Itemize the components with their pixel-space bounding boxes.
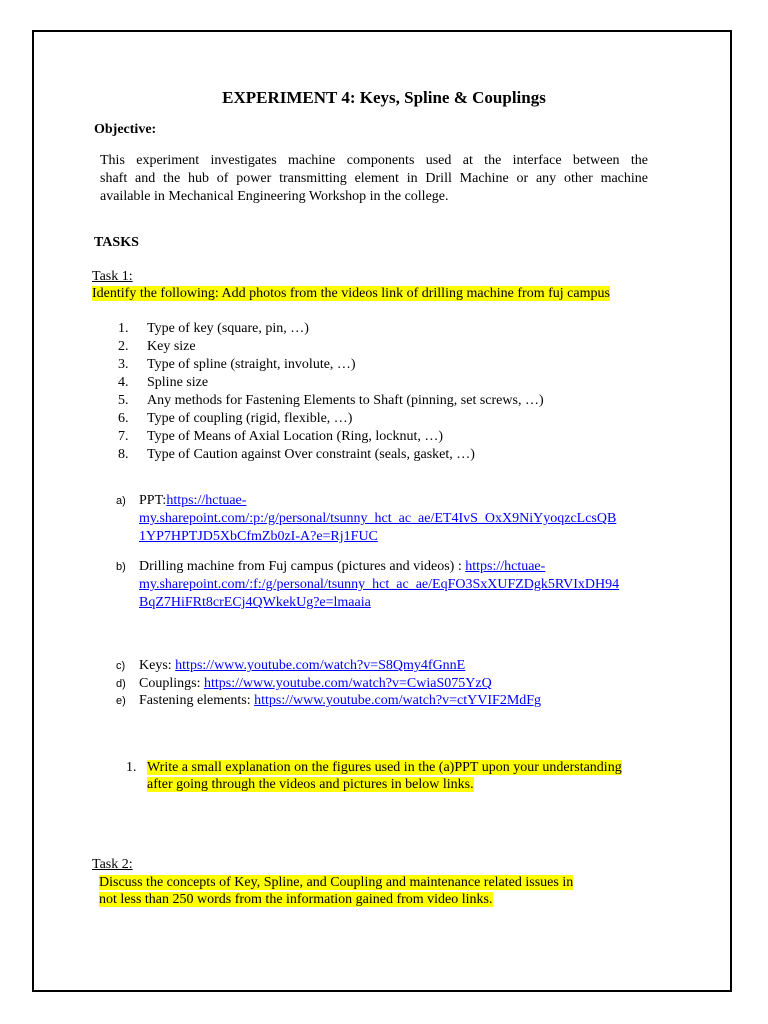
subtask-text (147, 759, 622, 793)
resource-prefix: Fastening elements: (139, 693, 255, 708)
resource-body (139, 692, 541, 710)
list-item (118, 374, 544, 392)
ppt-link-line-2[interactable]: my.sharepoint.com/:p:/g/personal/tsunny_hct_ac_ae/ET4IvS_OxX9NiYyoqzcLcsQB (139, 511, 617, 526)
subtask-line-1: Write a small explanation on the figures used in the (a)PPT upon your understanding (147, 760, 622, 775)
document-title: EXPERIMENT 4: Keys, Spline & Couplings (222, 88, 546, 107)
list-item (118, 446, 544, 464)
resource-letter: d) (116, 678, 126, 690)
objective-line-3: available in Mechanical Engineering Workshop in the college. (100, 189, 449, 204)
list-item-number: 3. (118, 357, 129, 372)
list-item-number: 7. (118, 429, 129, 444)
objective-line-2: shaft and the hub of power transmitting element in Drill Machine or any other machine (100, 171, 648, 186)
drilling-link-line-3[interactable]: BqZ7HiFRt8crECj4QWkekUg?e=lmaaia (139, 595, 371, 610)
list-item-text: Type of key (square, pin, …) (147, 321, 309, 336)
task1-instruction (92, 286, 610, 302)
list-item-text: Type of Means of Axial Location (Ring, locknut, …) (147, 429, 444, 444)
task1-instruction-text: Identify the following: Add photos from the videos link of drilling machine from fuj campus (92, 286, 610, 301)
objective-line-1: This experiment investigates machine components used at the interface between the (100, 153, 648, 168)
objective-text (100, 152, 648, 206)
drilling-link-line-2[interactable]: my.sharepoint.com/:f:/g/personal/tsunny_hct_ac_ae/EqFO3SxXUFZDgk5RVIxDH94 (139, 577, 620, 592)
resource-letter: a) (116, 495, 126, 507)
resource-body (139, 657, 465, 675)
list-item-number: 1. (118, 321, 129, 336)
resource-prefix: Drilling machine from Fuj campus (pictures and videos) : (139, 559, 466, 574)
resource-prefix: Keys: (139, 658, 176, 673)
list-item (118, 410, 544, 428)
drilling-link-line-1[interactable]: https://hctuae- (465, 559, 546, 574)
resource-letter: e) (116, 695, 126, 707)
list-item-text: Type of Caution against Over constraint (seals, gasket, …) (147, 447, 475, 462)
list-item-number: 8. (118, 447, 129, 462)
list-item-number: 5. (118, 393, 129, 408)
list-item-number: 6. (118, 411, 129, 426)
list-item-text: Type of spline (straight, involute, …) (147, 357, 356, 372)
list-item-number: 2. (118, 339, 129, 354)
list-item (118, 356, 544, 374)
resource-body (139, 558, 619, 612)
list-item (118, 392, 544, 410)
tasks-heading: TASKS (94, 235, 139, 250)
objective-label: Objective: (94, 122, 157, 137)
keys-video-link[interactable]: https://www.youtube.com/watch?v=S8Qmy4fGnnE (175, 658, 466, 673)
list-item (118, 320, 544, 338)
subtask-number: 1. (126, 760, 137, 775)
list-item-text: Type of coupling (rigid, flexible, …) (147, 411, 353, 426)
ppt-link-line-1[interactable]: https://hctuae- (166, 493, 247, 508)
resource-prefix: PPT: (139, 493, 167, 508)
resource-letter: c) (116, 660, 126, 672)
task1-label: Task 1: (92, 269, 133, 284)
fastening-video-link[interactable]: https://www.youtube.com/watch?v=ctYVIF2MdFg (254, 693, 542, 708)
couplings-video-link[interactable]: https://www.youtube.com/watch?v=CwiaS075YzQ (203, 676, 492, 691)
resource-body (139, 492, 616, 546)
ppt-link-line-3[interactable]: 1YP7HPTJD5XbCfmZb0zI-A?e=Rj1FUC (139, 529, 378, 544)
list-item (118, 338, 544, 356)
list-item (118, 428, 544, 446)
list-item-text: Key size (147, 339, 196, 354)
list-item-text: Any methods for Fastening Elements to Shaft (pinning, set screws, …) (147, 393, 544, 408)
task2-line-2: not less than 250 words from the information gained from video links. (99, 892, 493, 907)
task2-line-1: Discuss the concepts of Key, Spline, and Coupling and maintenance related issues in (99, 875, 574, 890)
list-item-number: 4. (118, 375, 129, 390)
subtask-line-2: after going through the videos and pictures in below links. (147, 777, 474, 792)
resource-body (139, 675, 492, 693)
task2-text (99, 874, 573, 908)
list-item-text: Spline size (147, 375, 209, 390)
resource-prefix: Couplings: (139, 676, 204, 691)
task1-item-list (118, 320, 544, 464)
resource-letter: b) (116, 561, 126, 573)
task2-label: Task 2: (92, 857, 133, 872)
